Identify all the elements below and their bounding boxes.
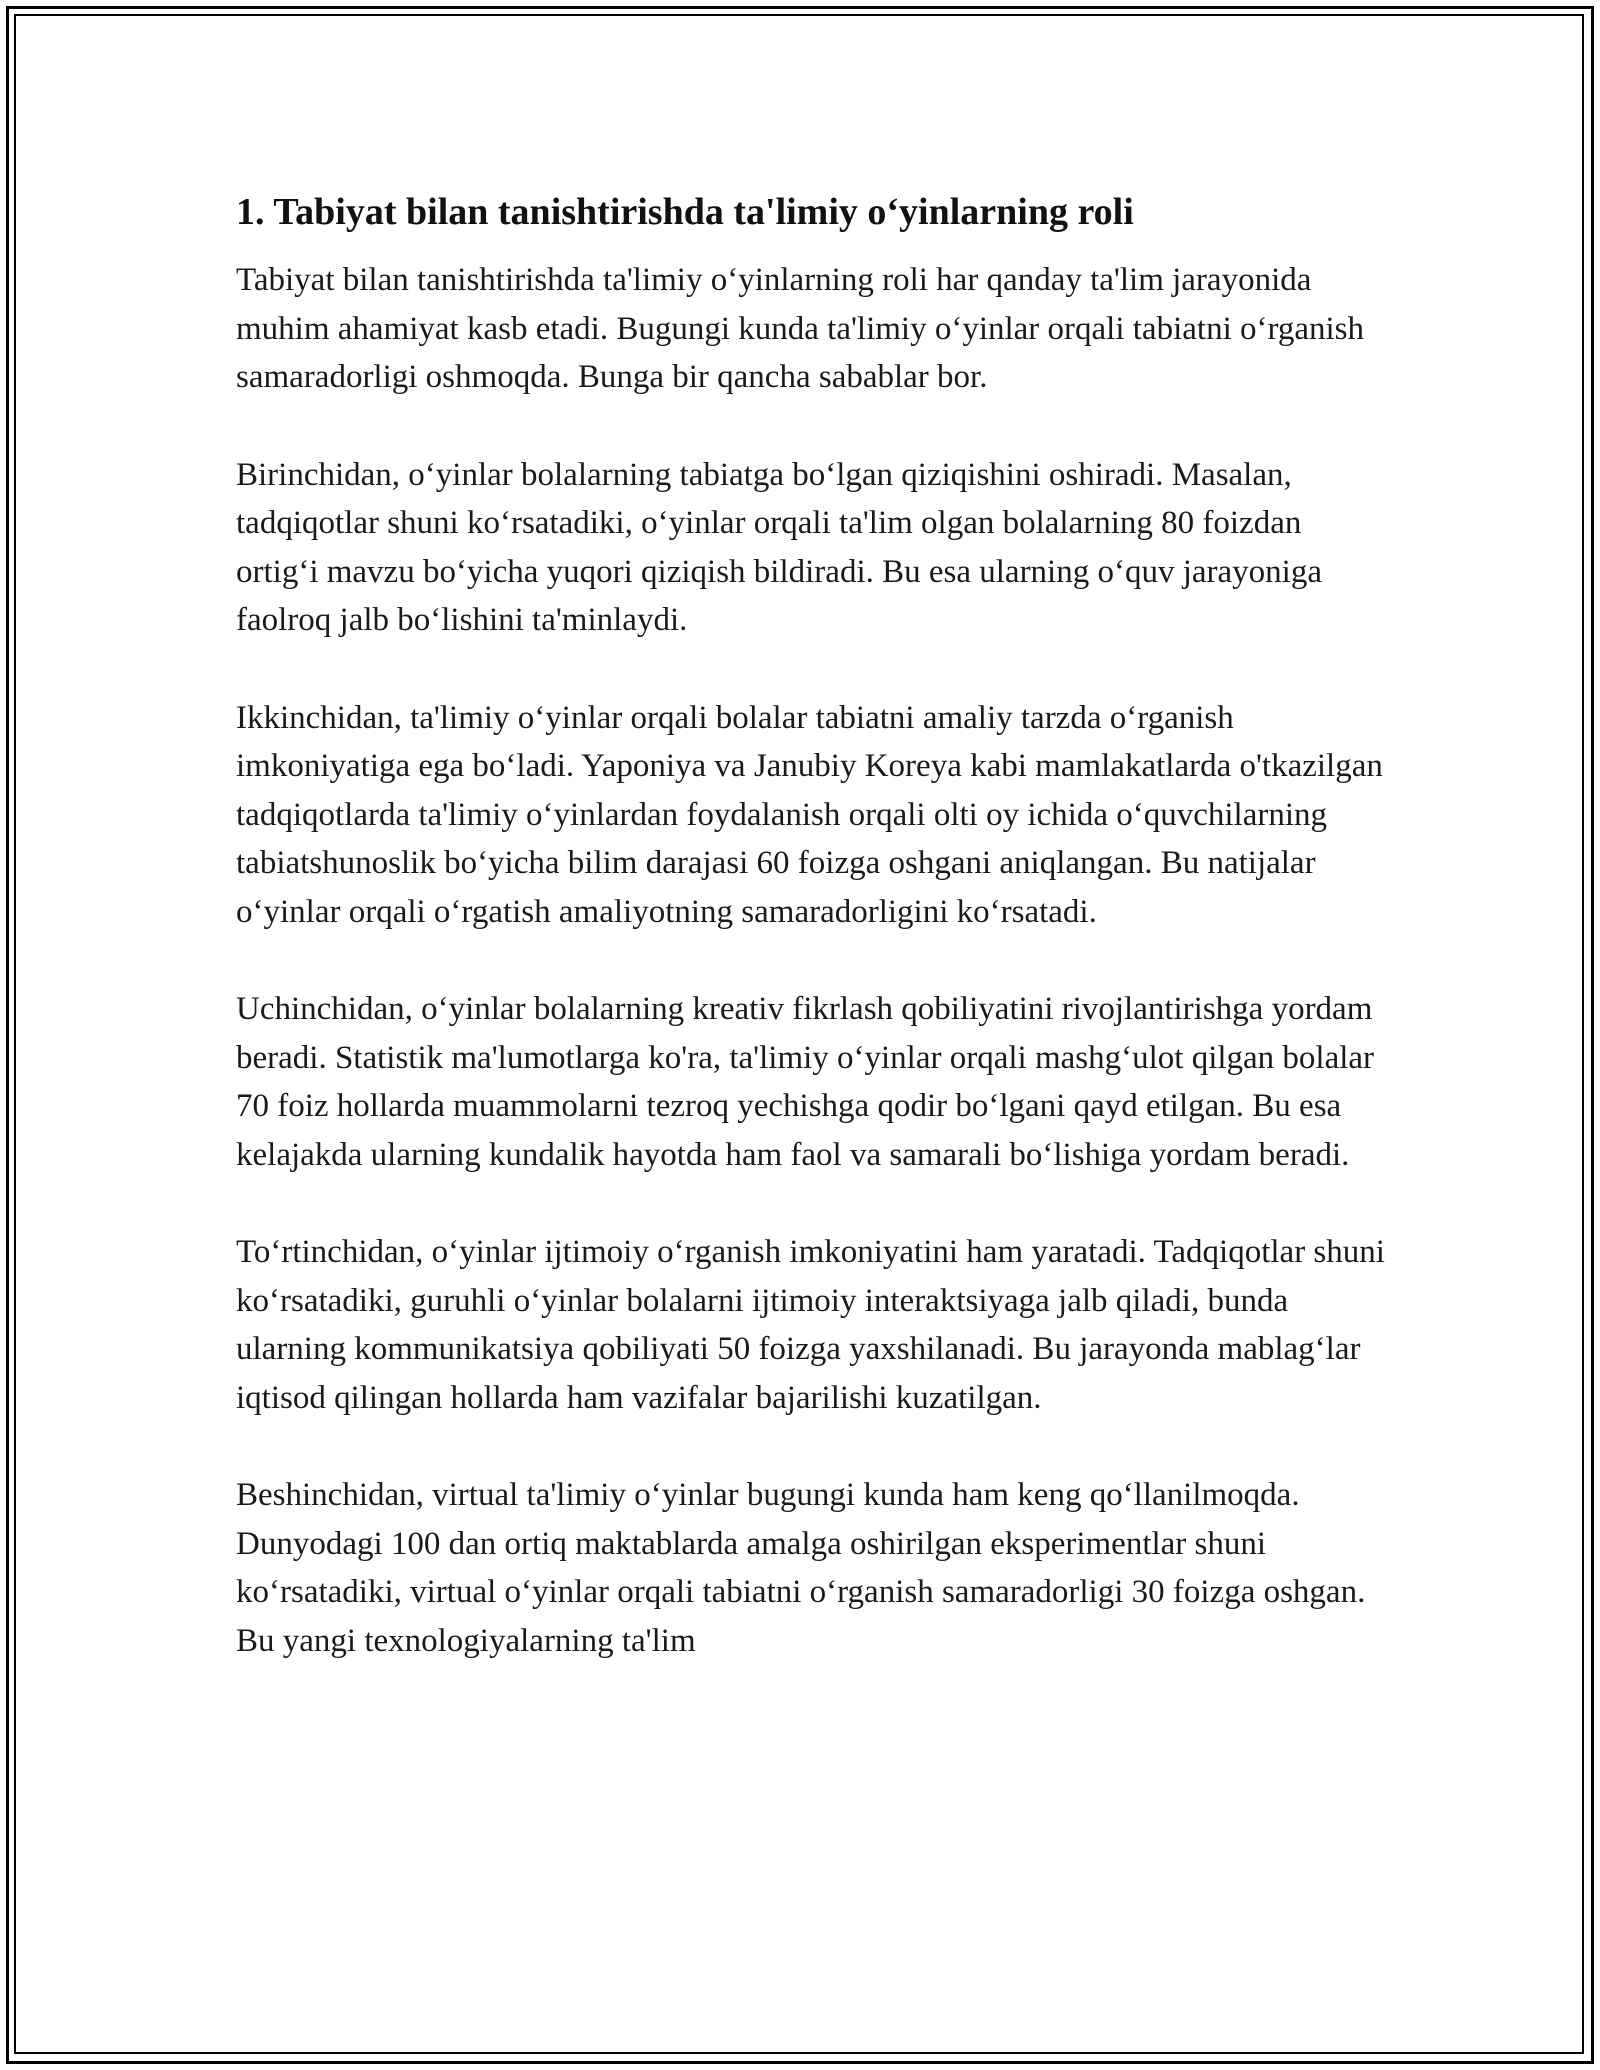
- paragraph-intro: Tabiyat bilan tanishtirishda ta'limiy o‘yinlarning roli har qanday ta'lim jarayonida muhim ahamiyat kasb etadi. Bugungi kunda ta'limiy o‘yinlar orqali tabiatni o‘rganish samaradorligi oshmoqda. Bunga bir qancha sabablar bor.: [236, 262, 1365, 395]
- paragraph-first: Birinchidan, o‘yinlar bolalarning tabiatga bo‘lgan qiziqishini oshiradi. Masalan, tadqiqotlar shuni ko‘rsatadiki, o‘yinlar orqali ta'lim olgan bolalarning 80 foizdan ortig‘i mavzu bo‘yicha yuqori qiziqish bildiradi. Bu esa ularning o‘quv jarayoniga faolroq jalb bo‘lishini ta'minlaydi.: [236, 456, 1322, 638]
- paragraph-third: Uchinchidan, o‘yinlar bolalarning kreativ fikrlash qobiliyatini rivojlantirishga yordam beradi. Statistik ma'lumotlarga ko'ra, ta'limiy o‘yinlar orqali mashg‘ulot qilgan bolalar 70 foiz hollarda muammolarni tezroq yechishga qodir bo‘lgani qayd etilgan. Bu esa kelajakda ularning kundalik hayotda ham faol va samarali bo‘lishiga yordam beradi.: [236, 991, 1375, 1173]
- paragraph-fifth: Beshinchidan, virtual ta'limiy o‘yinlar bugungi kunda ham keng qo‘llanilmoqda. Dunyodagi 100 dan ortiq maktablarda amalga oshirilgan eksperimentlar shuni ko‘rsatadiki, virtual o‘yinlar orqali tabiatni o‘rganish samaradorligi 30 foizga oshgan. Bu yangi texnologiyalarning ta'lim: [236, 1477, 1366, 1659]
- paragraph-fourth: To‘rtinchidan, o‘yinlar ijtimoiy o‘rganish imkoniyatini ham yaratadi. Tadqiqotlar shuni ko‘rsatadiki, guruhli o‘yinlar bolalarni ijtimoiy interaktsiyaga jalb qiladi, bunda ularning kommunikatsiya qobiliyati 50 foizga yaxshilanadi. Bu jarayonda mablag‘lar iqtisod qilingan hollarda ham vazifalar bajarilishi kuzatilgan.: [236, 1234, 1385, 1416]
- section-title: 1. Tabiyat bilan tanishtirishda ta'limiy o‘yinlarning roli: [236, 191, 1134, 233]
- paragraph-second: Ikkinchidan, ta'limiy o‘yinlar orqali bolalar tabiatni amaliy tarzda o‘rganish imkoniyatiga ega bo‘ladi. Yaponiya va Janubiy Koreya kabi mamlakatlarda o'tkazilgan tadqiqotlarda ta'limiy o‘yinlardan foydalanish orqali olti oy ichida o‘quvchilarning tabiatshunoslik bo‘yicha bilim darajasi 60 foizga oshgani aniqlangan. Bu natijalar o‘yinlar orqali o‘rgatish amaliyotning samaradorligini ko‘rsatadi.: [236, 699, 1383, 930]
- document-body: [236, 186, 1386, 1714]
